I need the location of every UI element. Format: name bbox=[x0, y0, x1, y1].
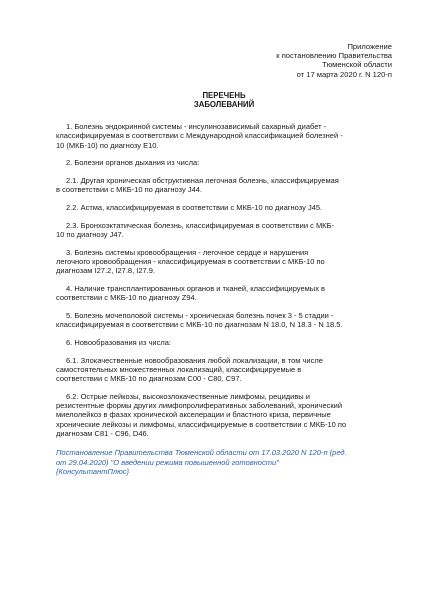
source-link-line: от 29.04.2020) "О введении режима повышенной готовности" bbox=[56, 457, 279, 467]
list-item-2: 2. Болезни органов дыхания из числа: bbox=[66, 158, 200, 168]
document-title bbox=[56, 91, 392, 110]
list-item-6: 6. Новообразования из числа: bbox=[66, 337, 171, 347]
source-link-line: Постановление Правительства Тюменской области от 17.03.2020 N 120-п (ред. bbox=[56, 448, 347, 458]
appendix-header bbox=[56, 42, 392, 79]
disease-list bbox=[56, 122, 392, 438]
list-item-2-1: 2.1. Другая хроническая обструктивная легочная болезнь, классифицируемая в соответствии с МКБ-10 по диагнозу J44. bbox=[56, 175, 339, 195]
list-item-2-3: 2.3. Бронхоэктатическая болезнь, классифицируемая в соответствии с МКБ- 10 по диагнозу J47. bbox=[56, 220, 334, 239]
header-line: к постановлению Правительства bbox=[276, 51, 392, 61]
list-item-2-2: 2.2. Астма, классифицируемая в соответствии с МКБ-10 по диагнозу J45. bbox=[66, 202, 323, 212]
list-item-4: 4. Наличие трансплантированных органов и тканей, классифицируемых в соответствии с МКБ-10 по диагнозу Z94. bbox=[56, 283, 326, 303]
title-line-2: ЗАБОЛЕВАНИЙ bbox=[193, 100, 255, 110]
header-line: Тюменской области bbox=[322, 60, 392, 70]
list-item-3: 3. Болезнь системы кровообращения - легочное сердце и нарушения легочного кровообращения - классифицируемая в соответствии с МКБ-10 по диагнозам I27.2, I27.8, I27.9. bbox=[56, 247, 325, 276]
title-line-1: ПЕРЕЧЕНЬ bbox=[202, 90, 246, 100]
source-link[interactable] bbox=[56, 448, 392, 476]
list-item-6-2: 6.2. Острые лейкозы, высокозлокачественные лимфомы, рецидивы и резистентные формы других лимфопролиферативных заболеваний, хронический миелолейкоз в фазах хронической акселерации и бластного криза, первичные хронические лейкозы и лимфомы, классифицируемые в соответствии с МКБ-10 по диагнозам С81 - С96, D46. bbox=[56, 391, 347, 439]
list-item-6-1: 6.1. Злокачественные новообразования любой локализации, в том числе самостоятельных множественных локализаций, классифицируемые в соответствии с МКБ-10 по диагнозам С00 - С80, С97. bbox=[56, 355, 323, 384]
list-item-5: 5. Болезнь мочеполовой системы - хроническая болезнь почек 3 - 5 стадии - классифицируемая в соответствии с МКБ-10 по диагнозам N 18.0, N 18.3 - N 18.5. bbox=[56, 310, 343, 330]
header-line: Приложение bbox=[347, 42, 392, 51]
source-link-line: {КонсультантПлюс} bbox=[56, 466, 129, 476]
header-line: от 17 марта 2020 г. N 120-п bbox=[296, 69, 392, 79]
list-item-1: 1. Болезнь эндокринной системы - инсулинозависимый сахарный диабет - классифицируемая в соответствии с Международной классификацией болезней - 10 (МКБ-10) по диагнозу Е10. bbox=[56, 122, 343, 150]
